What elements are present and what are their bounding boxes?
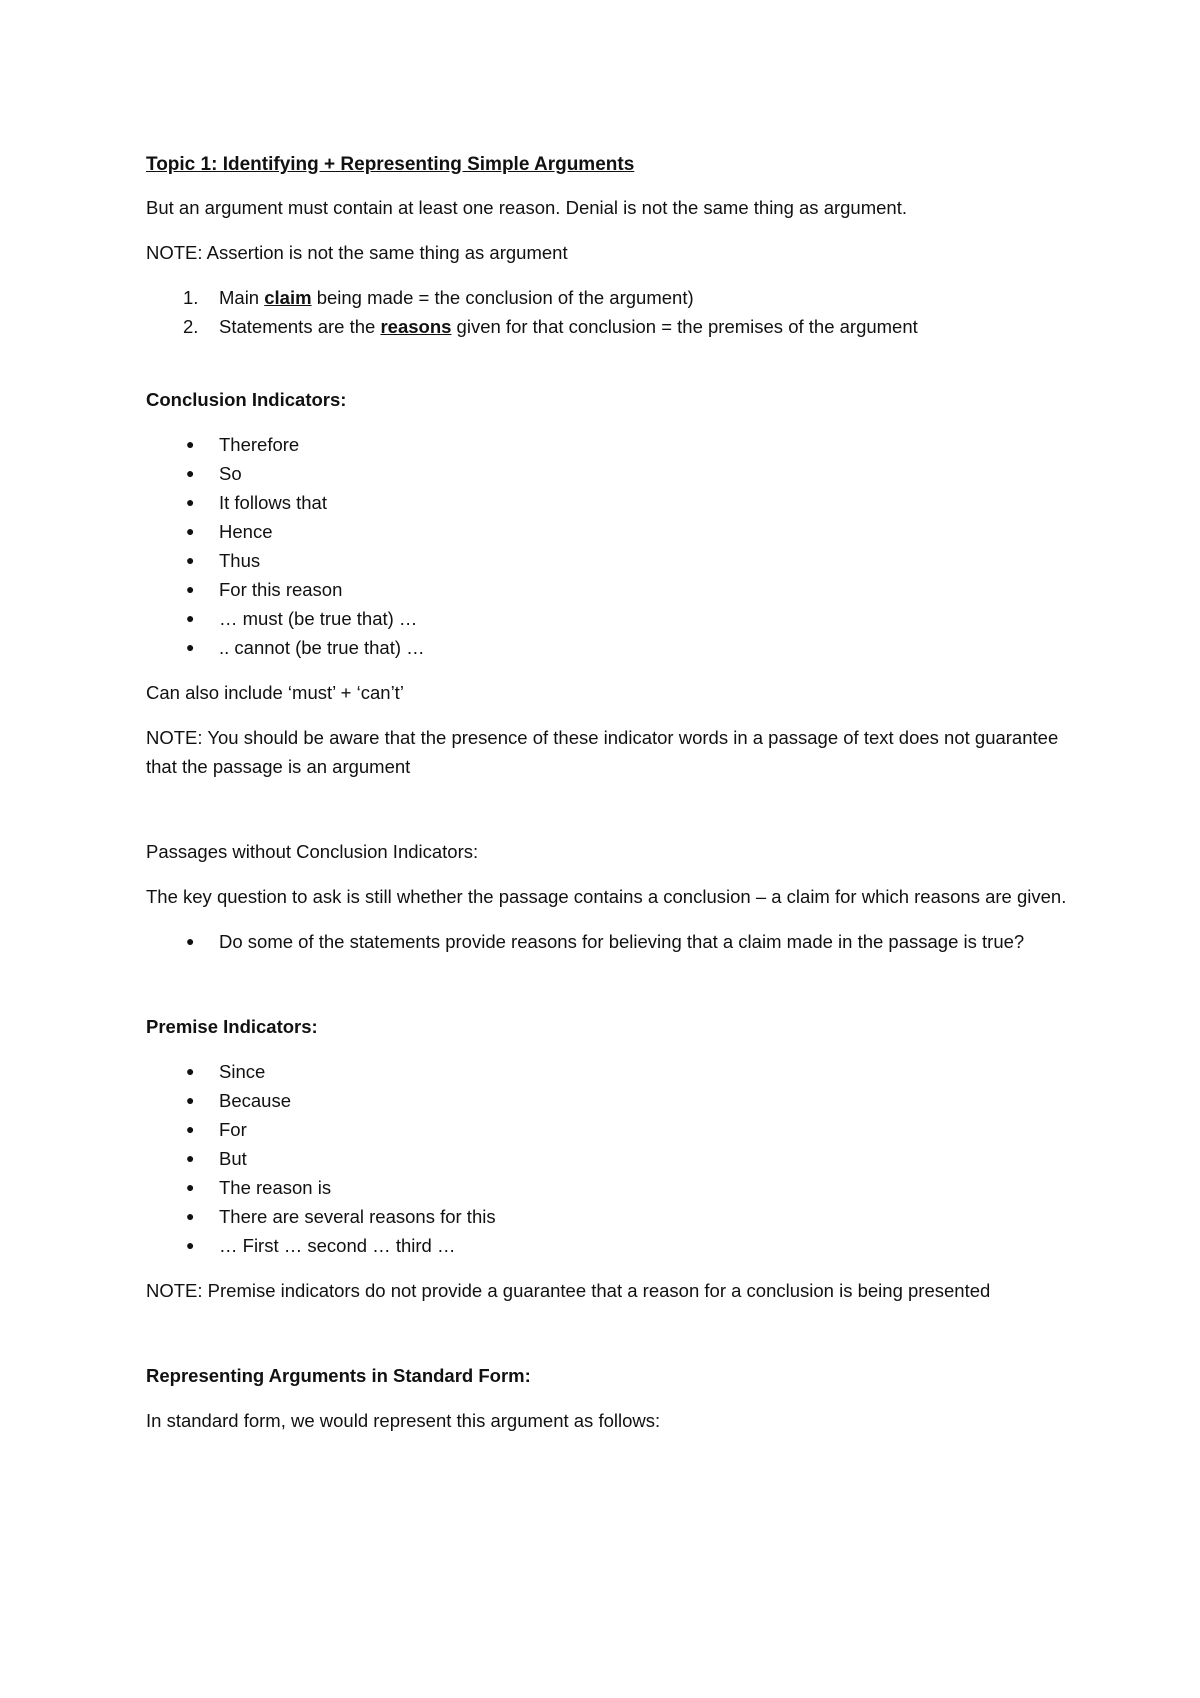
list-item-text: Because bbox=[219, 1090, 291, 1111]
bullet-icon: ● bbox=[186, 933, 195, 949]
list-item-text: So bbox=[219, 463, 242, 484]
conclusion-indicators-heading: Conclusion Indicators: bbox=[146, 389, 347, 410]
list-item bbox=[146, 1231, 1076, 1260]
list-item-text: Thus bbox=[219, 550, 261, 571]
item-text-pre: Main bbox=[219, 287, 265, 308]
standard-form-paragraph: In standard form, we would represent this argument as follows: bbox=[146, 1410, 661, 1431]
list-item bbox=[146, 546, 1076, 575]
bullet-icon: ● bbox=[186, 1179, 195, 1195]
note-premise-indicators: NOTE: Premise indicators do not provide a guarantee that a reason for a conclusion is being presented bbox=[146, 1280, 991, 1301]
list-number: 2. bbox=[183, 316, 199, 337]
list-item bbox=[146, 633, 1076, 662]
passages-heading: Passages without Conclusion Indicators: bbox=[146, 841, 479, 862]
bullet-icon: ● bbox=[186, 523, 195, 539]
page-title: Topic 1: Identifying + Representing Simple Arguments bbox=[146, 154, 635, 175]
numbered-item bbox=[146, 312, 1076, 341]
list-item-text: The reason is bbox=[219, 1177, 332, 1198]
bullet-icon: ● bbox=[186, 1208, 195, 1224]
premise-indicators-heading: Premise Indicators: bbox=[146, 1016, 318, 1037]
list-item bbox=[146, 1144, 1076, 1173]
list-item-text: Since bbox=[219, 1061, 266, 1082]
bullet-icon: ● bbox=[186, 1237, 195, 1253]
list-item bbox=[146, 1057, 1076, 1086]
bullet-icon: ● bbox=[186, 465, 195, 481]
list-item bbox=[146, 430, 1076, 459]
list-number: 1. bbox=[183, 287, 199, 308]
list-item bbox=[146, 927, 1076, 956]
conclusion-indicators-list bbox=[146, 430, 1076, 662]
intro-paragraph: But an argument must contain at least one reason. Denial is not the same thing as argument. bbox=[146, 197, 907, 218]
list-item bbox=[146, 1173, 1076, 1202]
premise-indicators-list bbox=[146, 1057, 1076, 1260]
bullet-icon: ● bbox=[186, 639, 195, 655]
item-text-pre: Statements are the bbox=[219, 316, 381, 337]
bullet-icon: ● bbox=[186, 1092, 195, 1108]
note-assertion: NOTE: Assertion is not the same thing as argument bbox=[146, 242, 568, 263]
key-question-paragraph: The key question to ask is still whether the passage contains a conclusion – a claim for which reasons are given. bbox=[146, 886, 1067, 907]
list-item-text: Do some of the statements provide reasons for believing that a claim made in the passage is true? bbox=[219, 931, 1025, 952]
list-item-text: For this reason bbox=[219, 579, 343, 600]
item-text-post: being made = the conclusion of the argument) bbox=[311, 287, 694, 308]
bullet-icon: ● bbox=[186, 1150, 195, 1166]
list-item-text: For bbox=[219, 1119, 247, 1140]
list-item-text: … First … second … third … bbox=[219, 1235, 456, 1256]
list-item bbox=[146, 517, 1076, 546]
list-item-text: It follows that bbox=[219, 492, 327, 513]
question-list bbox=[146, 927, 1076, 956]
note-indicator-words: NOTE: You should be aware that the presence of these indicator words in a passage of text does not guarantee that the passage is an argument bbox=[146, 727, 1059, 777]
list-item-text: Hence bbox=[219, 521, 273, 542]
list-item-text: … must (be true that) … bbox=[219, 608, 418, 629]
list-item bbox=[146, 1115, 1076, 1144]
list-item bbox=[146, 1202, 1076, 1231]
item-text-post: given for that conclusion = the premises of the argument bbox=[451, 316, 918, 337]
bullet-icon: ● bbox=[186, 1121, 195, 1137]
list-item bbox=[146, 1086, 1076, 1115]
bullet-icon: ● bbox=[186, 1063, 195, 1079]
also-include-paragraph: Can also include ‘must’ + ‘can’t’ bbox=[146, 682, 404, 703]
numbered-item bbox=[146, 283, 1076, 312]
bullet-icon: ● bbox=[186, 436, 195, 452]
item-emphasis: reasons bbox=[380, 316, 452, 337]
list-item-text: .. cannot (be true that) … bbox=[219, 637, 425, 658]
standard-form-heading: Representing Arguments in Standard Form: bbox=[146, 1365, 531, 1386]
bullet-icon: ● bbox=[186, 610, 195, 626]
list-item bbox=[146, 604, 1076, 633]
numbered-list bbox=[146, 283, 1076, 341]
list-item-text: There are several reasons for this bbox=[219, 1206, 496, 1227]
list-item bbox=[146, 459, 1076, 488]
bullet-icon: ● bbox=[186, 494, 195, 510]
list-item bbox=[146, 575, 1076, 604]
list-item bbox=[146, 488, 1076, 517]
bullet-icon: ● bbox=[186, 552, 195, 568]
item-emphasis: claim bbox=[264, 287, 312, 308]
document-body bbox=[146, 150, 1076, 1451]
list-item-text: Therefore bbox=[219, 434, 300, 455]
bullet-icon: ● bbox=[186, 581, 195, 597]
list-item-text: But bbox=[219, 1148, 247, 1169]
